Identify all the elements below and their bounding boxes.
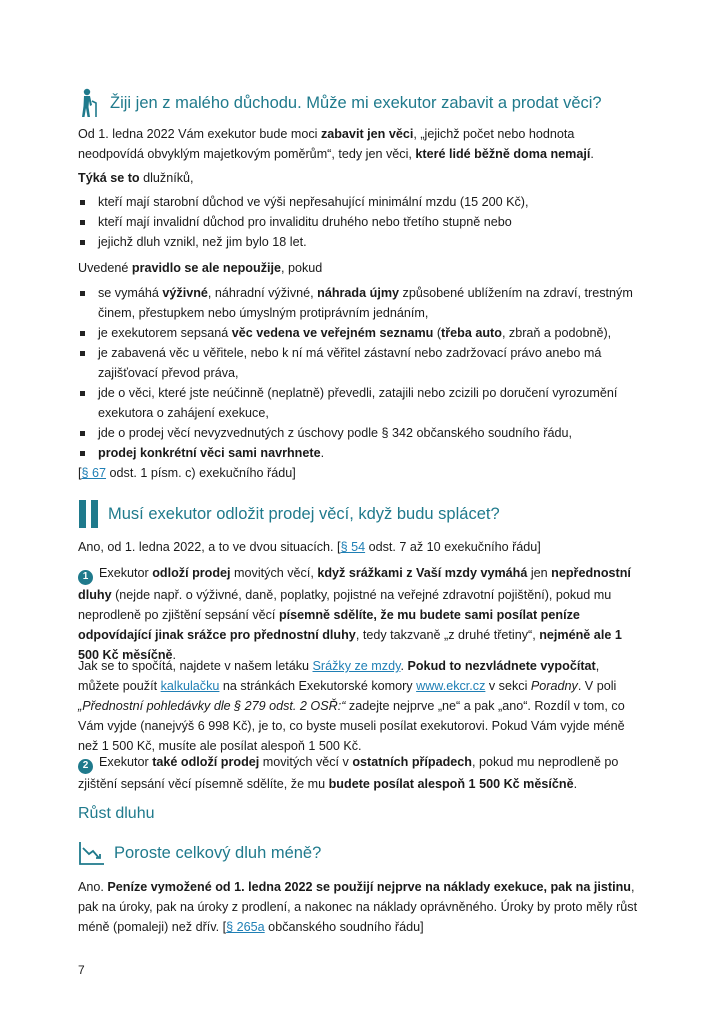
- elderly-person-icon: [78, 88, 102, 118]
- bold-text: zabavit jen věci: [320, 127, 414, 141]
- section3-title: Růst dluhu: [78, 805, 155, 822]
- inline-link[interactable]: kalkulačku: [160, 679, 220, 693]
- square-bullet-icon: [80, 431, 85, 436]
- square-bullet-icon: [80, 331, 85, 336]
- inline-link[interactable]: § 67: [81, 466, 107, 480]
- bold-text: odloží prodej: [152, 566, 231, 580]
- list-item: kteří mají starobní důchod ve výši nepřesahující minimální mzdu (15 200 Kč),: [78, 192, 638, 212]
- list-item: kteří mají invalidní důchod pro invaliditu druhého nebo třetího stupně nebo: [78, 212, 638, 232]
- bold-text: budete posílat alespoň 1 500 Kč měsíčně: [328, 776, 574, 791]
- inline-link[interactable]: § 265a: [226, 920, 265, 934]
- bold-text: písemně sdělíte, že mu budete sami posílat peníze odpovídající jinak srážce pro přednostní dluhy: [78, 607, 580, 642]
- square-bullet-icon: [80, 451, 85, 456]
- list-item: jde o prodej věcí nevyzvednutých z úschovy podle § 342 občanského soudního řádu,: [78, 423, 638, 443]
- case2-number-badge: 2: [78, 759, 93, 774]
- case2-paragraph: [78, 752, 638, 794]
- bold-text: ostatních případech: [352, 755, 473, 769]
- applies-to-text: Týká se to dlužníků,: [78, 171, 194, 185]
- debtors-list: [78, 192, 638, 252]
- declining-chart-icon: [78, 840, 106, 866]
- exceptions-list: [78, 283, 638, 463]
- square-bullet-icon: [80, 351, 85, 356]
- bold-text: prodej konkrétní věci sami navrhnete: [98, 446, 321, 460]
- exceptions-intro: Uvedené pravidlo se ale nepoužije, pokud: [78, 261, 323, 275]
- bold-text: když srážkami z Vaší mzdy vymáhá: [317, 566, 528, 580]
- section2-intro: Ano, od 1. ledna 2022, a to ve dvou situacích. [§ 54 odst. 7 až 10 exekučního řádu]: [78, 540, 541, 554]
- case2-text: Exekutor také odloží prodej movitých věcí v ostatních případech, pokud mu neprodleně po zjištění sepsání věcí písemně sdělíte, že mu budete posílat alespoň 1 500 Kč měsíčně.: [78, 755, 619, 791]
- case1-text: Exekutor odloží prodej movitých věcí, když srážkami z Vaší mzdy vymáhá jen nepřednostní dluhy (nejde např. o výživné, daně, poplatky, pojistné na veřejné zdravotní pojištění), pokud mu neprodleně po zjištění sepsání věcí písemně sdělíte, že mu budete sami posílat peníze odpovídající jinak srážce pro přednostní dluhy, tedy takzvaně „z druhé třetiny“, nejméně ale 1 500 Kč měsíčně.: [78, 566, 631, 662]
- bold-text: nejméně ale 1 500 Kč měsíčně: [78, 627, 622, 662]
- section1-heading: [78, 88, 602, 118]
- list-item: jejichž dluh vznikl, než jim bylo 18 let.: [78, 232, 638, 252]
- bold-text: Týká se to: [78, 171, 140, 185]
- section1-reference: [§ 67 odst. 1 písm. c) exekučního řádu]: [78, 466, 296, 480]
- list-item: je exekutorem sepsaná věc vedena ve veřejném seznamu (třeba auto, zbraň a podobně),: [78, 323, 638, 343]
- section3-heading: [78, 840, 321, 866]
- section2-heading-text: Musí exekutor odložit prodej věcí, když budu splácet?: [108, 504, 500, 523]
- section1-intro: Od 1. ledna 2022 Vám exekutor bude moci zabavit jen věci, „jejichž počet nebo hodnota neodpovídá obvyklým majetkovým poměrům“, tedy jen věci, které lidé běžně doma nemají.: [78, 127, 594, 161]
- italic-text: „Přednostní pohledávky dle § 279 odst. 2 OSŘ:“: [78, 699, 346, 713]
- list-item: se vymáhá výživné, náhradní výživné, náhrada újmy způsobené ublížením na zdraví, trestným činem, přestupkem nebo úmyslným protiprávním jednáním,: [78, 283, 638, 323]
- bold-text: třeba auto: [441, 326, 502, 340]
- bold-text: nepřednostní dluhy: [78, 566, 631, 602]
- square-bullet-icon: [80, 240, 85, 245]
- inline-link[interactable]: www.ekcr.cz: [416, 679, 486, 693]
- section3-body: Ano. Peníze vymožené od 1. ledna 2022 se použijí nejprve na náklady exekuce, pak na jistinu, pak na úroky, pak na úroky z prodlení, a nakonec na náklady oprávněného. Úroky by proto měly růst méně (pomaleji) než dřív. [§ 265a občanského soudního řádu]: [78, 880, 638, 934]
- bold-text: Pokud to nezvládnete vypočítat: [407, 659, 596, 673]
- bold-text: výživné: [162, 286, 208, 300]
- list-item: prodej konkrétní věci sami navrhnete.: [78, 443, 638, 463]
- page-number: 7: [78, 963, 85, 977]
- italic-text: Poradny: [530, 679, 578, 693]
- bold-text: pravidlo se ale nepoužije: [131, 261, 281, 275]
- bold-text: náhrada újmy: [317, 286, 400, 300]
- section2-heading: [78, 499, 500, 529]
- square-bullet-icon: [80, 391, 85, 396]
- list-item: je zabavená věc u věřitele, nebo k ní má věřitel zástavní nebo zadržovací právo anebo má zajišťovací převod práva,: [78, 343, 638, 383]
- inline-link[interactable]: § 342: [381, 426, 414, 440]
- bold-text: také odloží prodej: [152, 755, 260, 769]
- square-bullet-icon: [80, 291, 85, 296]
- list-item: jde o věci, které jste neúčinně (neplatně) převedli, zatajili nebo zcizili po doručení vyrozumění exekutora o zahájení exekuce,: [78, 383, 638, 423]
- square-bullet-icon: [80, 200, 85, 205]
- section3-heading-text: Poroste celkový dluh méně?: [114, 843, 322, 862]
- case1-number-badge: 1: [78, 570, 93, 585]
- pause-icon: [78, 499, 100, 529]
- square-bullet-icon: [80, 220, 85, 225]
- inline-link[interactable]: § 54: [340, 540, 366, 554]
- section1-heading-text: Žiji jen z malého důchodu. Může mi exekutor zabavit a prodat věci?: [110, 93, 602, 112]
- calc-paragraph: Jak se to spočítá, najdete v našem letáku Srážky ze mzdy. Pokud to nezvládnete vypočítat, můžete použít kalkulačku na stránkách Exekutorské komory www.ekcr.cz v sekci Poradny. V poli „Přednostní pohledávky dle § 279 odst. 2 OSŘ:“ zadejte nejprve „ne“ a pak „ano“. Rozdíl v tom, co Vám vyjde (nanejvýš 6 998 Kč), je to, co byste museli posílat exekutorovi. Pokud Vám vyjde méně než 1 500 Kč, musíte ale posílat alespoň 1 500 Kč.: [78, 659, 625, 753]
- case1-paragraph: [78, 563, 638, 665]
- bold-text: Peníze vymožené od 1. ledna 2022 se použijí nejprve na náklady exekuce, pak na jistinu: [107, 880, 631, 894]
- bold-text: které lidé běžně doma nemají: [415, 147, 591, 161]
- inline-link[interactable]: Srážky ze mzdy: [312, 659, 401, 673]
- bold-text: věc vedena ve veřejném seznamu: [231, 326, 434, 340]
